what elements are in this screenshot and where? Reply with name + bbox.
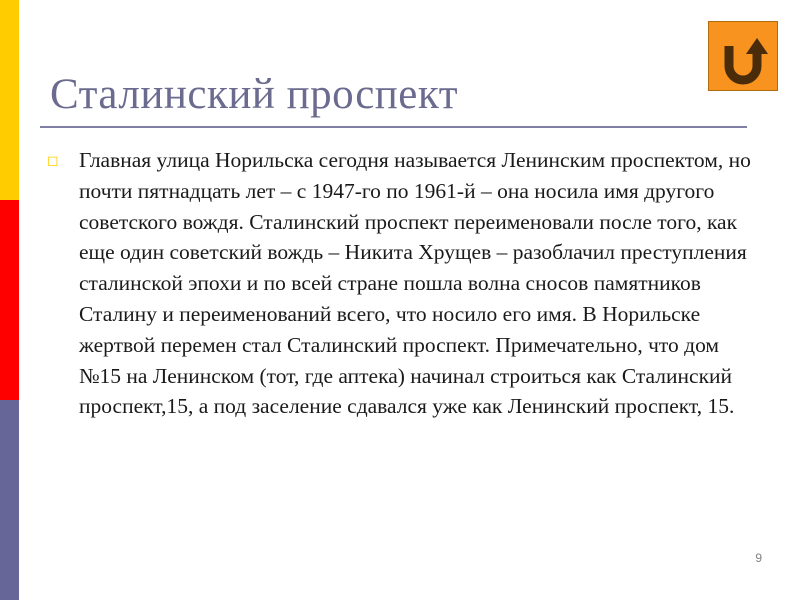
bullet-item — [47, 145, 757, 422]
left-bar-yellow — [0, 0, 19, 200]
left-bar-red — [0, 200, 19, 400]
bullet-square-icon: ◻ — [47, 153, 59, 169]
title-divider — [40, 126, 747, 128]
page-number: 9 — [755, 551, 762, 565]
u-turn-arrow-icon — [709, 22, 777, 90]
slide-title: Сталинский проспект — [50, 71, 459, 118]
left-bar-purple — [0, 400, 19, 600]
slide-body — [47, 145, 757, 422]
return-button[interactable] — [708, 21, 778, 91]
body-paragraph: Главная улица Норильска сегодня называется Ленинским проспектом, но почти пятнадцать лет – с 1947-го по 1961-й – она носила имя другого советского вождя. Сталинский проспект переименовали после того, как еще один советский вождь – Никита Хрущев – разоблачил преступления сталинской эпохи и по всей стране пошла волна сносов памятников Сталину и переименований всего, что носило его имя. В Норильске жертвой перемен стал Сталинский проспект. Примечательно, что дом №15 на Ленинском (тот, где аптека) начинал строиться как Сталинский проспект,15, а под заселение сдавался уже как Ленинский проспект, 15. — [79, 148, 751, 419]
